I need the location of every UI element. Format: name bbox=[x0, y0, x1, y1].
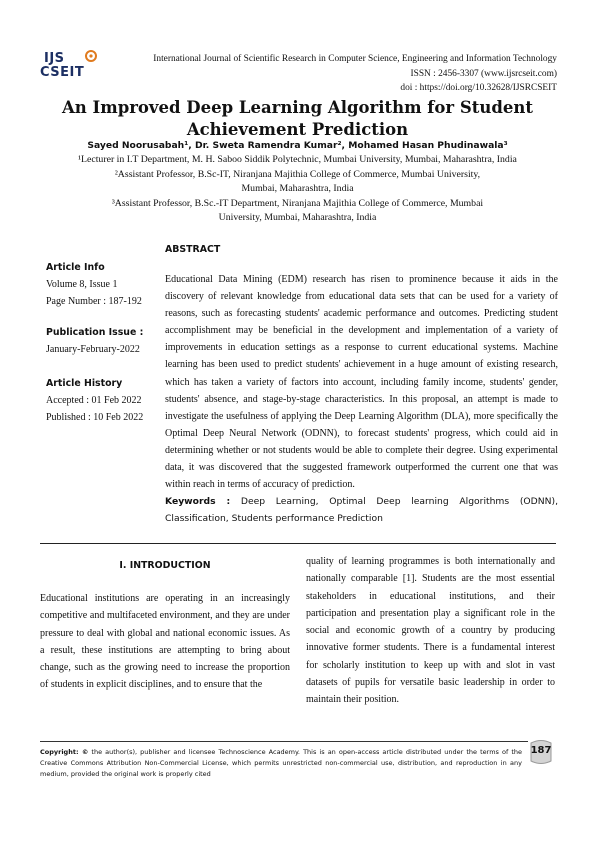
affiliation-2 bbox=[40, 168, 555, 195]
article-history-heading: Article History bbox=[46, 378, 123, 389]
paper-title-line-2: Achievement Prediction bbox=[186, 120, 409, 139]
author-list: Sayed Noorusabah¹, Dr. Sweta Ramendra Kumar², Mohamed Hasan Phudinawala³ bbox=[87, 140, 508, 151]
introduction-right-column: quality of learning programmes is both internationally and nationally comparable [1]. Students are the most essential stakeholders in educational institutions, and their participation and presentation play a significant role in the social and economic growth of a country by producing innovative former students. There is a fundamental interest for scholarly institution to keep up with and slot in vast datasets of pupils for versatile basic leadership in order to maintain their position. bbox=[306, 556, 555, 706]
affiliation-3-text: ³Assistant Professor, B.Sc.-IT Department, Niranjana Majithia College of Commerce, Mumbai University, Mumbai, Maharashtra, India bbox=[111, 198, 484, 223]
paper-title-line-1: An Improved Deep Learning Algorithm for Student bbox=[61, 98, 534, 117]
page-number: 187 bbox=[530, 745, 552, 756]
logo-text-bottom: CSEIT bbox=[40, 65, 85, 80]
affiliation-2-text: ²Assistant Professor, B.Sc-IT, Niranjana Majithia College of Commerce, Mumbai University, Mumbai, Maharashtra, India bbox=[114, 169, 481, 194]
journal-doi[interactable]: doi : https://doi.org/10.32628/IJSRCSEIT bbox=[400, 83, 557, 93]
copyright-text: the author(s), publisher and licensee Technoscience Academy. This is an open-access article distributed under the terms of the Creative Commons Attribution Non-Commercial License, which permits unrestricted non-commercial use, distribution, and reproduction in any medium, provided the original work is properly cited bbox=[40, 748, 522, 778]
publication-issue-value: January-February-2022 bbox=[46, 344, 140, 355]
logo-text-top: IJS bbox=[44, 51, 65, 66]
journal-name: International Journal of Scientific Research in Computer Science, Engineering and Information Technology bbox=[153, 54, 557, 64]
paper-title bbox=[40, 97, 555, 141]
affiliation-1-text: ¹Lecturer in I.T Department, M. H. Saboo Siddik Polytechnic, Mumbai University, Mumbai, Maharashtra, India bbox=[78, 154, 517, 165]
introduction-left-column: Educational institutions are operating in an increasingly competitive and multifaceted environment, and they are under pressure to deal with global and national economic issues. As a result, these institutions are attempting to bring about change, such as the growing need to increase the proportion of students in explicit disciplines, and to ensure that the bbox=[40, 593, 290, 691]
keywords bbox=[165, 493, 558, 527]
page-range: Page Number : 187-192 bbox=[46, 296, 142, 307]
copyright-notice bbox=[40, 747, 522, 780]
article-history bbox=[46, 375, 164, 426]
affiliation-3 bbox=[40, 197, 555, 224]
abstract-section bbox=[165, 271, 558, 527]
volume-issue: Volume 8, Issue 1 bbox=[46, 279, 118, 290]
affiliation-1 bbox=[40, 153, 555, 167]
copyright-label: Copyright: © bbox=[40, 748, 89, 756]
article-info bbox=[46, 259, 164, 310]
published-date: Published : 10 Feb 2022 bbox=[46, 412, 144, 423]
footer-divider bbox=[40, 741, 528, 742]
journal-logo bbox=[40, 48, 100, 84]
abstract-heading: ABSTRACT bbox=[165, 244, 221, 255]
abstract-text: Educational Data Mining (EDM) research has risen to prominence because it aids in the discovery of relevant knowledge from educational data sets that can be used for a variety of reasons, such as forecasting students' academic performance and outcomes. Predicting student accomplishment may be beneficial in the development and implementation of a variety of improvements in education settings as a response to current educational systems. Machine learning has been used to predict students' achievement in a huge amount of existing research, which has taken a variety of factors into account, including family income, students' gender, students' absence, and stage-by-stage characteristics. In this proposal, an attempt is made to investigate the usefulness of applying the Deep Learning Algorithm (DLA), more specifically the Optimal Deep Neural Network (ODNN), to forecast students' progress, which could aid in determining whether or not students would be able to complete their degree. Using experimental data, it was discovered that the suggested framework outperformed the current one that was within reach in terms of accuracy of prediction. bbox=[165, 274, 558, 491]
publication-issue-heading: Publication Issue : bbox=[46, 327, 144, 338]
journal-issn: ISSN : 2456-3307 (www.ijsrcseit.com) bbox=[410, 69, 557, 79]
keywords-text: Deep Learning, Optimal Deep learning Algorithms (ODNN), Classification, Students performance Prediction bbox=[165, 496, 558, 525]
introduction-heading: I. INTRODUCTION bbox=[119, 560, 211, 571]
keywords-label: Keywords : bbox=[165, 496, 231, 508]
article-info-heading: Article Info bbox=[46, 262, 105, 273]
accepted-date: Accepted : 01 Feb 2022 bbox=[46, 395, 142, 406]
section-divider bbox=[40, 543, 556, 544]
publication-issue bbox=[46, 324, 164, 358]
